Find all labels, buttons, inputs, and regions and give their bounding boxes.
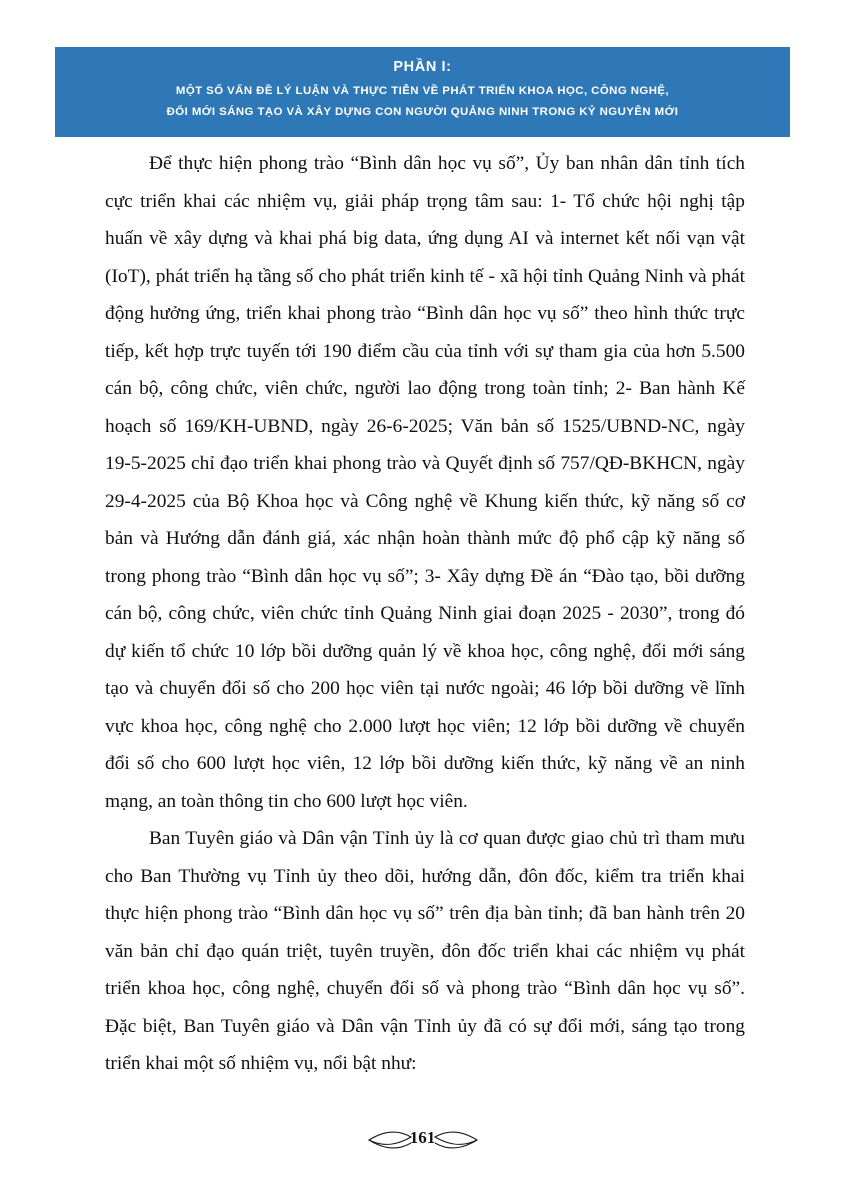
- page-header-band: [55, 47, 790, 137]
- header-subtitle-line-1: MỘT SỐ VẤN ĐỀ LÝ LUẬN VÀ THỰC TIỄN VỀ PHÁT TRIỂN KHOA HỌC, CÔNG NGHỆ,: [175, 85, 670, 97]
- body-paragraph-1: Để thực hiện phong trào “Bình dân học vụ số”, Ủy ban nhân dân tỉnh tích cực triển khai các nhiệm vụ, giải pháp trọng tâm sau: 1- Tổ chức hội nghị tập huấn về xây dựng và khai phá big data, ứng dụng AI và internet kết nối vạn vật (IoT), phát triển hạ tầng số cho phát triển kinh tế - xã hội tỉnh Quảng Ninh và phát động hưởng ứng, triển khai phong trào “Bình dân học vụ số” theo hình thức trực tiếp, kết hợp trực tuyến tới 190 điểm cầu của tỉnh với sự tham gia của hơn 5.500 cán bộ, công chức, viên chức, người lao động trong toàn tỉnh; 2- Ban hành Kế hoạch số 169/KH-UBND, ngày 26-6-2025; Văn bản số 1525/UBND-NC, ngày 19-5-2025 chỉ đạo triển khai phong trào và Quyết định số 757/QĐ-BKHCN, ngày 29-4-2025 của Bộ Khoa học và Công nghệ về Khung kiến thức, kỹ năng số cơ bản và Hướng dẫn đánh giá, xác nhận hoàn thành mức độ phổ cập kỹ năng số trong phong trào “Bình dân học vụ số”; 3- Xây dựng Đề án “Đào tạo, bồi dưỡng cán bộ, công chức, viên chức tỉnh Quảng Ninh giai đoạn 2025 - 2030”, trong đó dự kiến tổ chức 10 lớp bồi dưỡng quản lý về khoa học, công nghệ, đổi mới sáng tạo và chuyển đổi số cho 200 học viên tại nước ngoài; 46 lớp bồi dưỡng về lĩnh vực khoa học, công nghệ cho 2.000 lượt học viên; 12 lớp bồi dưỡng về chuyển đổi số cho 600 lượt học viên, 12 lớp bồi dưỡng kiến thức, kỹ năng về an ninh mạng, an toàn thông tin cho 600 lượt học viên.: [105, 153, 745, 812]
- page-footer: [0, 1125, 845, 1160]
- page-number: 161: [409, 1128, 436, 1147]
- folio-ornament-wrap: [363, 1125, 483, 1155]
- body-paragraph-2: Ban Tuyên giáo và Dân vận Tỉnh ủy là cơ quan được giao chủ trì tham mưu cho Ban Thường vụ Tỉnh ủy theo dõi, hướng dẫn, đôn đốc, kiểm tra triển khai thực hiện phong trào “Bình dân học vụ số” trên địa bàn tỉnh; đã ban hành trên 20 văn bản chỉ đạo quán triệt, tuyên truyền, đôn đốc triển khai các nhiệm vụ phát triển khoa học, công nghệ, chuyển đổi số và phong trào “Bình dân học vụ số”. Đặc biệt, Ban Tuyên giáo và Dân vận Tỉnh ủy đã có sự đổi mới, sáng tạo trong triển khai một số nhiệm vụ, nổi bật như:: [105, 828, 745, 1074]
- header-part-label: PHẦN I:: [393, 59, 452, 75]
- header-subtitle-line-2: ĐỔI MỚI SÁNG TẠO VÀ XÂY DỰNG CON NGƯỜI QUẢNG NINH TRONG KỶ NGUYÊN MỚI: [166, 106, 679, 119]
- page-body: [105, 145, 745, 1083]
